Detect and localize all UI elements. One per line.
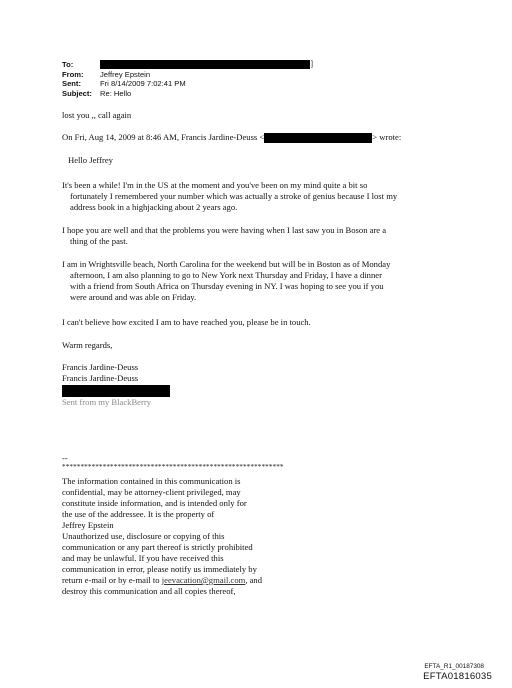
redaction-email <box>264 133 372 143</box>
disclaimer-text <box>62 476 262 597</box>
disclaimer-line-prefix: return e-mail or by e-mail to <box>62 575 162 585</box>
redaction-signature <box>62 385 170 397</box>
redaction-to <box>100 60 310 69</box>
sent-from-line: Sent from my BlackBerry <box>62 397 152 407</box>
redaction-edge: ] <box>311 61 313 68</box>
paragraph-line: with a friend from South Africa on Thursday evening in NY. I was hoping to see you if you <box>70 281 384 291</box>
sent-value: Fri 8/14/2009 7:02:41 PM <box>100 79 186 89</box>
sent-row <box>62 79 313 89</box>
disclaimer-line <box>62 575 262 586</box>
paragraph-line: were around and was able on Friday. <box>70 292 197 302</box>
document-id-small: EFTA_R1_00187308 <box>424 663 484 670</box>
to-label: To: <box>62 60 74 69</box>
disclaimer-line: Unauthorized use, disclosure or copying of this <box>62 531 225 541</box>
disclaimer-line-suffix: , and <box>245 575 263 585</box>
to-row <box>62 60 313 70</box>
paragraph-line: I am in Wrightsville beach, North Carolina for the weekend but will be in Boston as of Monday <box>62 259 391 269</box>
paragraph-1 <box>62 180 397 213</box>
disclaimer-line: the use of the addressee. It is the property of <box>62 509 215 519</box>
disclaimer-line: constitute inside information, and is intended only for <box>62 498 247 508</box>
paragraph-line: afternoon, I am also planning to go to New York next Thursday and Friday, I have a dinner <box>70 270 382 280</box>
quote-intro-suffix: > wrote: <box>372 132 402 142</box>
signature-block <box>62 362 170 408</box>
sent-label: Sent: <box>62 79 81 89</box>
paragraph-2 <box>62 225 386 247</box>
subject-value: Re: Hello <box>100 88 132 98</box>
from-value: Jeffrey Epstein <box>100 69 151 79</box>
closing: Warm regards, <box>62 340 113 350</box>
disclaimer-line: confidential, may be attorney-client privileged, may <box>62 487 241 497</box>
subject-row <box>62 89 313 99</box>
paragraph-3 <box>62 259 390 303</box>
email-link[interactable]: jeevacation@gmail.com <box>161 575 246 585</box>
paragraph-4: I can't believe how excited I am to have reached you, please be in touch. <box>62 317 311 327</box>
greeting: Hello Jeffrey <box>68 155 113 165</box>
signature-name: Francis Jardine-Deuss <box>62 362 139 372</box>
quote-intro <box>62 132 401 143</box>
from-label: From: <box>62 69 84 79</box>
disclaimer-line: communication in error, please notify us immediately by <box>62 564 257 574</box>
quote-intro-prefix: On Fri, Aug 14, 2009 at 8:46 AM, Francis Jardine-Deuss < <box>62 132 265 142</box>
disclaimer-line: destroy this communication and all copies thereof, <box>62 586 236 596</box>
reply-line: lost you ,, call again <box>62 110 132 120</box>
document-id-large: EFTA01816035 <box>423 671 492 682</box>
disclaimer-line: The information contained in this communication is <box>62 476 241 486</box>
signature-dashes: -- <box>62 453 68 463</box>
disclaimer-line: communication or any part thereof is strictly prohibited <box>62 542 253 552</box>
paragraph-line: It's been a while! I'm in the US at the moment and you've been on my mind quite a bit so <box>62 180 368 190</box>
subject-label: Subject: <box>62 88 92 98</box>
disclaimer-line: Jeffrey Epstein <box>62 520 114 530</box>
paragraph-line: I hope you are well and that the problems you were having when I last saw you in Boson are a <box>62 225 387 235</box>
paragraph-line: fortunately I remembered your number which was actually a stroke of genius because I lost my <box>70 191 398 201</box>
paragraph-line: thing of the past. <box>70 236 128 246</box>
from-row <box>62 70 313 80</box>
disclaimer-line: and may be unlawful. If you have received this <box>62 553 224 563</box>
email-header <box>62 60 313 98</box>
disclaimer-stars: ************************************************************ <box>62 463 284 471</box>
signature-name: Francis Jardine-Deuss <box>62 373 139 383</box>
paragraph-line: address book in a highjacking about 2 years ago. <box>70 202 238 212</box>
